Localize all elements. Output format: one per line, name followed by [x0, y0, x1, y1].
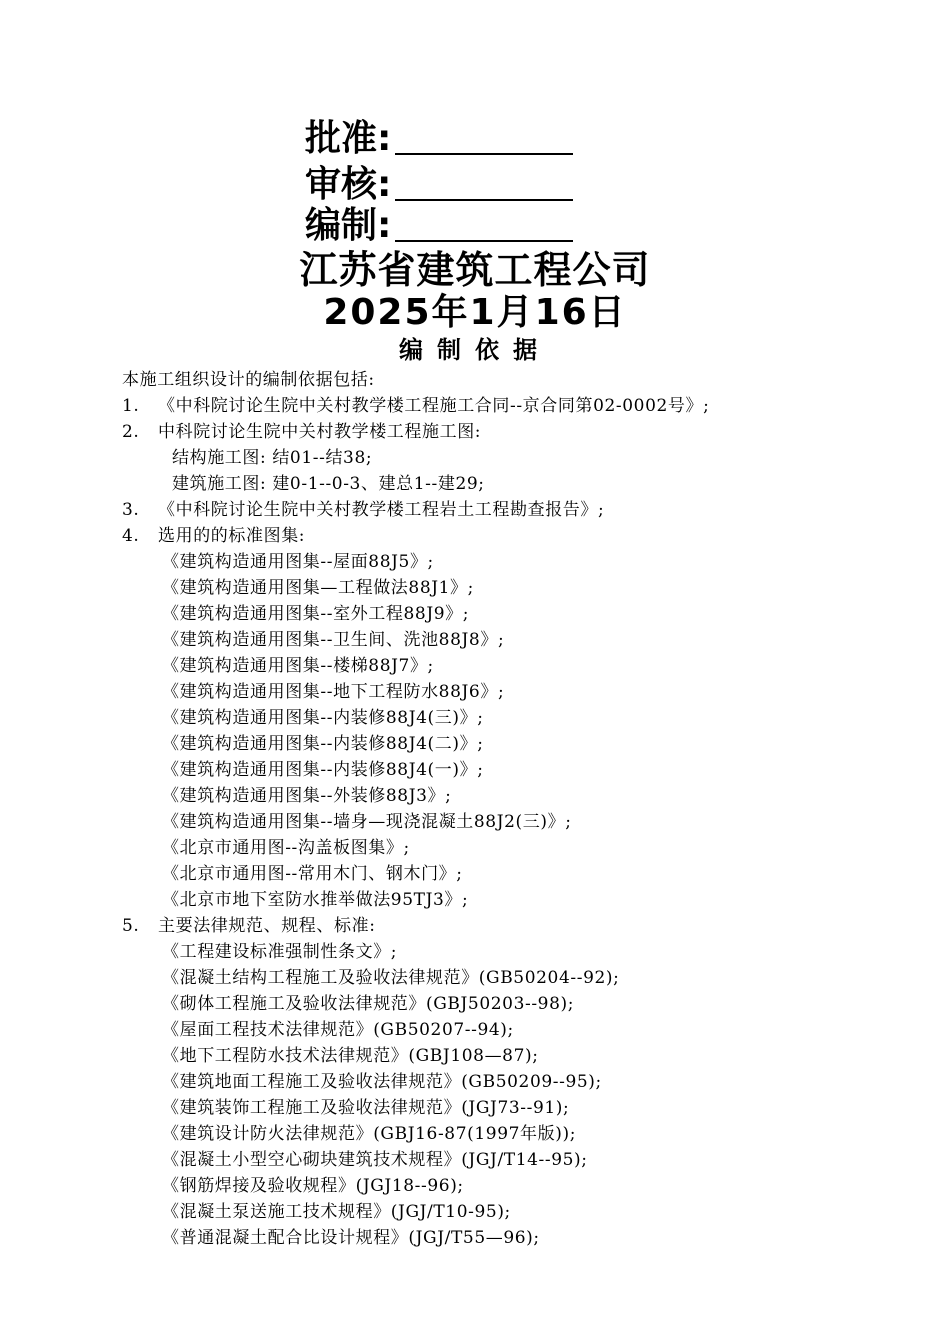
sub-item: 《地下工程防水技术法律规范》(GBJ108—87);: [162, 1046, 539, 1066]
compile-label: 编制:: [305, 205, 392, 246]
sub-item: 《建筑构造通用图集--内装修88J4(三)》;: [162, 708, 484, 728]
approve-label: 批准:: [305, 118, 392, 159]
sub-item: 《建筑构造通用图集--内装修88J4(二)》;: [162, 734, 484, 754]
sub-item: 《建筑构造通用图集--楼梯88J7》;: [162, 656, 434, 676]
list-item-4: [122, 523, 922, 549]
list-item-number: 4.: [122, 526, 140, 546]
list-item-text: 主要法律规范、规程、标准:: [158, 916, 376, 936]
list-item-number: 3.: [122, 500, 140, 520]
list-item-1: [122, 393, 922, 419]
review-signature-row: [305, 165, 573, 205]
approve-signature-line: [395, 119, 573, 155]
sub-item: 《工程建设标准强制性条文》;: [162, 942, 398, 962]
list-item-text: 《中科院讨论生院中关村教学楼工程施工合同--京合同第02-0002号》;: [158, 396, 710, 416]
sub-item: 《建筑地面工程施工及验收法律规范》(GB50209--95);: [162, 1072, 602, 1092]
sub-item: 《建筑构造通用图集--地下工程防水88J6》;: [162, 682, 505, 702]
sub-item: 《建筑构造通用图集--墙身—现浇混凝土88J2(三)》;: [162, 812, 572, 832]
list-item-5: [122, 913, 922, 939]
sub-item: 《建筑构造通用图集—工程做法88J1》;: [162, 578, 474, 598]
document-body: [122, 367, 922, 1251]
compile-signature-row: [305, 206, 573, 246]
sub-item: 《建筑构造通用图集--外装修88J3》;: [162, 786, 452, 806]
list-item-text: 中科院讨论生院中关村教学楼工程施工图:: [158, 422, 482, 442]
sub-item: 《屋面工程技术法律规范》(GB50207--94);: [162, 1020, 514, 1040]
sub-item: 《混凝土结构工程施工及验收法律规范》(GB50204--92);: [162, 968, 620, 988]
section-title: 编制依据: [399, 336, 551, 364]
company-name: 江苏省建筑工程公司: [299, 248, 651, 292]
list-item-number: 2.: [122, 422, 140, 442]
sub-item: 《建筑装饰工程施工及验收法律规范》(JGJ73--91);: [162, 1098, 570, 1118]
sub-item: 《砌体工程施工及验收法律规范》(GBJ50203--98);: [162, 994, 575, 1014]
list-item-2: [122, 419, 922, 445]
sub-item: 《北京市通用图--常用木门、钢木门》;: [162, 864, 463, 884]
approve-signature-row: [305, 119, 573, 159]
sub-item: 《建筑构造通用图集--屋面88J5》;: [162, 552, 434, 572]
list-item-text: 选用的的标准图集:: [158, 526, 306, 546]
review-label: 审核:: [305, 164, 392, 205]
sub-item: 《建筑构造通用图集--卫生间、洗池88J8》;: [162, 630, 505, 650]
sub-item: 结构施工图: 结01--结38;: [172, 448, 373, 468]
sub-item: 《建筑设计防火法律规范》(GBJ16-87(1997年版));: [162, 1124, 577, 1144]
sub-item: 《钢筋焊接及验收规程》(JGJ18--96);: [162, 1176, 464, 1196]
sub-item: 《北京市地下室防水推举做法95TJ3》;: [162, 890, 469, 910]
sub-item: 《北京市通用图--沟盖板图集》;: [162, 838, 410, 858]
list-item-text: 《中科院讨论生院中关村教学楼工程岩土工程勘查报告》;: [158, 500, 605, 520]
sub-item: 《混凝土泵送施工技术规程》(JGJ/T10-95);: [162, 1202, 511, 1222]
list-item-3: [122, 497, 922, 523]
sub-item: 《普通混凝土配合比设计规程》(JGJ/T55—96);: [162, 1228, 540, 1248]
sub-item: 《建筑构造通用图集--室外工程88J9》;: [162, 604, 470, 624]
list-item-number: 5.: [122, 916, 140, 936]
compile-signature-line: [395, 206, 573, 242]
sub-item: 建筑施工图: 建0-1--0-3、建总1--建29;: [172, 474, 485, 494]
list-item-number: 1.: [122, 396, 140, 416]
review-signature-line: [395, 165, 573, 201]
sub-item: 《建筑构造通用图集--内装修88J4(一)》;: [162, 760, 484, 780]
sub-item: 《混凝土小型空心砌块建筑技术规程》(JGJ/T14--95);: [162, 1150, 588, 1170]
document-date: 2025年1月16日: [323, 292, 627, 333]
intro-text: 本施工组织设计的编制依据包括:: [122, 370, 375, 390]
